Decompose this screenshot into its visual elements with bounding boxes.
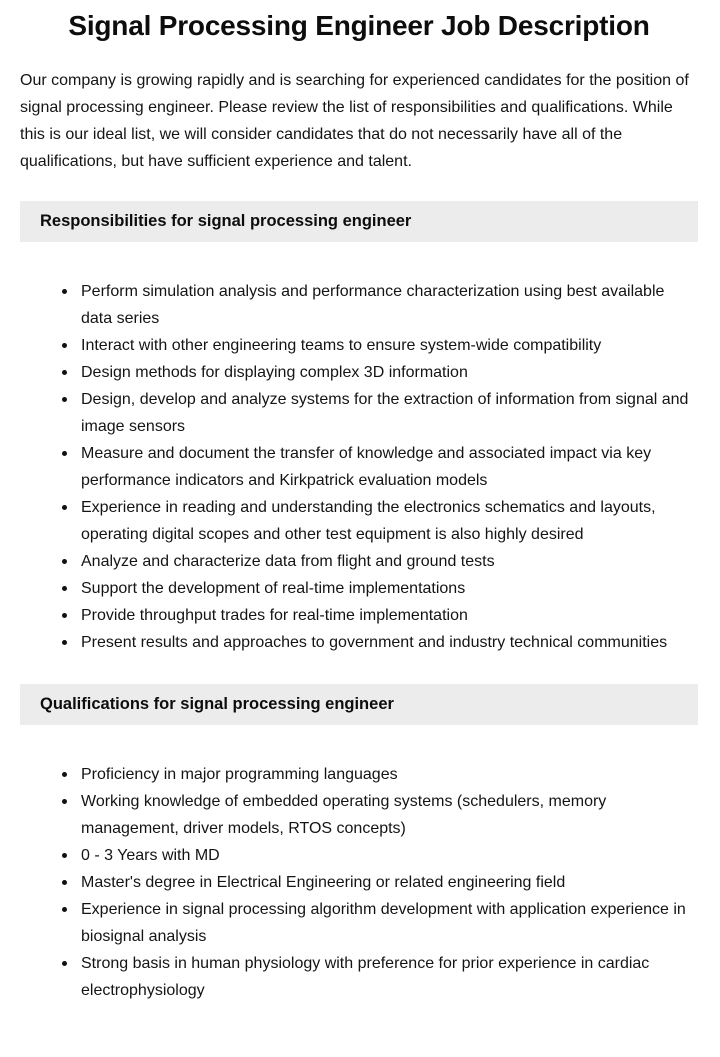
list-item: Experience in reading and understanding the electronics schematics and layouts, operating digital scopes and other test equipment is also highly desired [62,494,698,548]
list-item: Present results and approaches to government and industry technical communities [62,629,698,656]
list-item: Working knowledge of embedded operating systems (schedulers, memory management, driver models, RTOS concepts) [62,788,698,842]
list-item: Measure and document the transfer of knowledge and associated impact via key performance indicators and Kirkpatrick evaluation models [62,440,698,494]
intro-paragraph: Our company is growing rapidly and is searching for experienced candidates for the position of signal processing engineer. Please review the list of responsibilities and qualifications. While this is our ideal list, we will consider candidates that do not necessarily have all of the qualifications, but have sufficient experience and talent. [20,72,689,170]
qualifications-section [20,684,698,1004]
list-item: Proficiency in major programming languages [62,761,698,788]
list-item: Analyze and characterize data from flight and ground tests [62,548,698,575]
qualifications-list [20,739,698,1004]
responsibilities-header-bar [20,201,698,242]
list-item: Perform simulation analysis and performance characterization using best available data series [62,278,698,332]
list-item: Provide throughput trades for real-time implementation [62,602,698,629]
responsibilities-list [20,256,698,656]
list-item: Design, develop and analyze systems for the extraction of information from signal and image sensors [62,386,698,440]
list-item: 0 - 3 Years with MD [62,842,698,869]
responsibilities-section [20,201,698,656]
list-item: Master's degree in Electrical Engineering or related engineering field [62,869,698,896]
responsibilities-heading: Responsibilities for signal processing engineer [40,212,412,230]
page-title: Signal Processing Engineer Job Description [68,10,650,41]
qualifications-heading: Qualifications for signal processing engineer [40,695,394,713]
list-item: Experience in signal processing algorithm development with application experience in biosignal analysis [62,896,698,950]
list-item: Strong basis in human physiology with preference for prior experience in cardiac electrophysiology [62,950,698,1004]
qualifications-header-bar [20,684,698,725]
list-item: Support the development of real-time implementations [62,575,698,602]
list-item: Interact with other engineering teams to ensure system-wide compatibility [62,332,698,359]
list-item: Design methods for displaying complex 3D information [62,359,698,386]
